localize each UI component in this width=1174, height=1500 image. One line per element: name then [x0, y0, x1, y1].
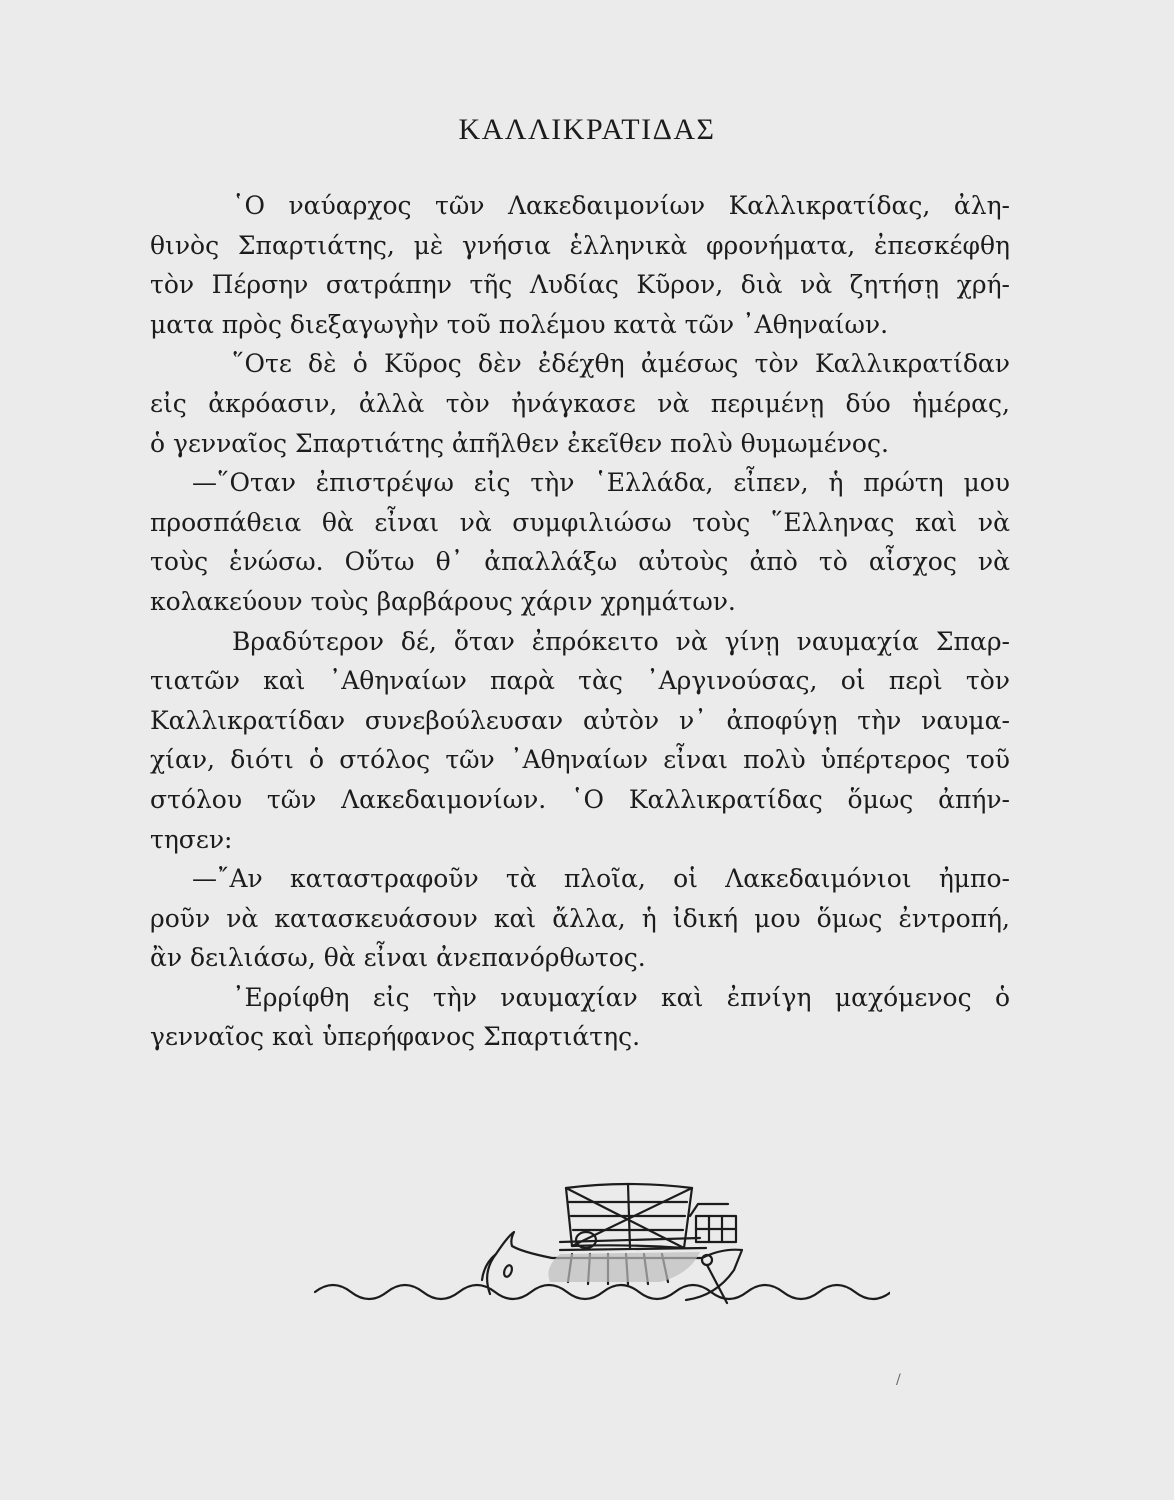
text-line: εἰς ἀκρόασιν, ἀλλὰ τὸν ἠνάγκασε νὰ περιμένῃ δύο ἡμέρας, [150, 388, 1010, 418]
text-line: τιατῶν καὶ ᾿Αθηναίων παρὰ τὰς ᾿Αργινούσας, οἱ περὶ τὸν [150, 666, 1010, 696]
text-line: ματα πρὸς διεξαγωγὴν τοῦ πολέμου κατὰ τῶν ᾿Αθηναίων. [150, 309, 889, 339]
text-line: Βραδύτερον δέ, ὅταν ἐπρόκειτο νὰ γίνῃ ναυμαχία Σπαρ- [232, 626, 1010, 656]
trireme-illustration [310, 1180, 890, 1330]
text-line: ῾Ο ναύαρχος τῶν Λακεδαιμονίων Καλλικρατίδας, ἀλη- [232, 191, 1010, 220]
text-line: —῞Οταν ἐπιστρέψω εἰς τὴν ῾Ελλάδα, εἶπεν, ἡ πρώτη μου [192, 468, 1010, 498]
text-line: ῞Οτε δὲ ὁ Κῦρος δὲν ἐδέχθη ἀμέσως τὸν Καλλικρατίδαν [232, 349, 1010, 379]
story-text [150, 186, 1010, 1057]
text-line: στόλου τῶν Λακεδαιμονίων. ῾Ο Καλλικρατίδας ὅμως ἀπήν- [150, 784, 1010, 814]
text-line: χίαν, διότι ὁ στόλος τῶν ᾿Αθηναίων εἶναι πολὺ ὑπέρτερος τοῦ [150, 745, 1010, 775]
text-line: ᾿Ερρίφθη εἰς τὴν ναυμαχίαν καὶ ἐπνίγη μαχόμενος ὁ [232, 982, 1010, 1012]
text-line: —῎Αν καταστραφοῦν τὰ πλοῖα, οἱ Λακεδαιμόνιοι ἠμπο- [192, 864, 1010, 894]
page-title: ΚΑΛΛΙΚΡΑΤΙΔΑΣ [458, 113, 716, 146]
text-line: ἂν δειλιάσω, θὰ εἶναι ἀνεπανόρθωτος. [150, 943, 646, 973]
stray-mark: / [896, 1372, 901, 1388]
text-line: ροῦν νὰ κατασκευάσουν καὶ ἄλλα, ἡ ἰδική μου ὅμως ἐντροπή, [150, 903, 1010, 933]
text-line: προσπάθεια θὰ εἶναι νὰ συμφιλιώσω τοὺς ῞Ελληνας καὶ νὰ [150, 507, 1010, 537]
text-line: θινὸς Σπαρτιάτης, μὲ γνήσια ἑλληνικὰ φρονήματα, ἐπεσκέφθη [150, 230, 1010, 260]
text-line: τὸν Πέρσην σατράπην τῆς Λυδίας Κῦρον, διὰ νὰ ζητήσῃ χρή- [150, 270, 1010, 300]
text-line: Καλλικρατίδαν συνεβούλευσαν αὐτὸν ν᾿ ἀποφύγῃ τὴν ναυμα- [150, 705, 1010, 735]
text-line: κολακεύουν τοὺς βαρβάρους χάριν χρημάτων. [150, 586, 736, 616]
text-line: ὁ γενναῖος Σπαρτιάτης ἀπῆλθεν ἐκεῖθεν πολὺ θυμωμένος. [150, 428, 889, 458]
text-line: τησεν: [150, 824, 233, 854]
text-line: τοὺς ἑνώσω. Οὕτω θ᾿ ἀπαλλάξω αὐτοὺς ἀπὸ τὸ αἶσχος νὰ [150, 547, 1010, 577]
text-line: γενναῖος καὶ ὑπερήφανος Σπαρτιάτης. [150, 1022, 641, 1052]
